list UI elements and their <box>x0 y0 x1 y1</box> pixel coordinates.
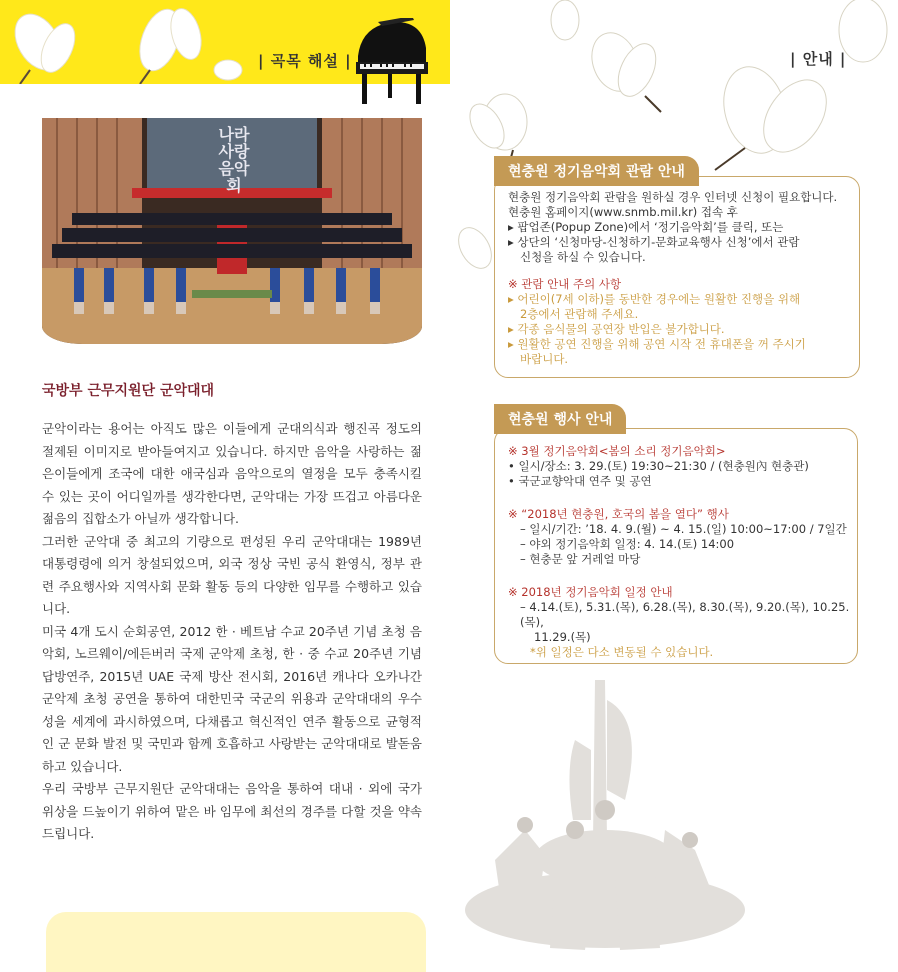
event-line: – 야외 정기음악회 일정: 4. 14.(토) 14:00 <box>520 537 735 551</box>
section-tag-guide: | 안내 | <box>790 50 847 68</box>
guide-text: 현충원 정기음악회 관람을 원하실 경우 인터넷 신청이 필요합니다. <box>508 190 838 204</box>
notice-item: ▸ 각종 음식물의 공연장 반입은 불가합니다. <box>508 322 725 336</box>
concert-banner-text: 나라 사랑 음악회 <box>218 125 250 195</box>
guide-bullet: 신청을 하실 수 있습니다. <box>520 250 646 264</box>
notice-title: ※ 관람 안내 주의 사항 <box>508 277 622 291</box>
concert-viewing-guide-content <box>508 190 852 367</box>
unit-description <box>42 418 422 846</box>
guide-bullet: ▸ 상단의 ‘신청마당-신청하기-문화교육행사 신청’에서 관람 <box>508 235 800 249</box>
paragraph: 그러한 군악대 중 최고의 기량으로 편성된 우리 군악대대는 1989년 대통령령에 의거 창설되었으며, 외국 정상 국빈 공식 환영식, 정부 관련 주요행사와 지역사회 문화 활동 등의 다양한 임무를 수행하고 있습니다. <box>42 533 422 616</box>
event-guide-header: 현충원 행사 안내 <box>494 404 626 434</box>
event-line: – 일시/기간: ’18. 4. 9.(월) ~ 4. 15.(일) 10:00~17:00 / 7일간 <box>520 522 847 536</box>
unit-title: 국방부 근무지원단 군악대대 <box>42 383 215 399</box>
paragraph: 군악이라는 용어는 아직도 많은 이들에게 군대의식과 행진곡 정도의 절제된 이미지로 받아들여지고 있습니다. 하지만 음악을 사랑하는 젊은이들에게 조국에 대한 애국심과 음악으로의 열정을 모두 충족시킬 수 있는 곳이 어디일까를 생각한다면, 군악대는 가장 뜨겁고 아름다운 젊음의 집합소가 아닐까 생각합니다. <box>42 421 422 526</box>
bottom-panel <box>46 912 426 972</box>
event-note: *위 일정은 다소 변동될 수 있습니다. <box>530 645 714 659</box>
event-line: • 국군교향악대 연주 및 공연 <box>508 474 652 488</box>
notice-item: ▸ 원활한 공연 진행을 위해 공연 시작 전 휴대폰을 꺼 주시기 <box>508 337 806 351</box>
event-title: ※ “2018년 현충원, 호국의 봄을 열다” 행사 <box>508 507 729 521</box>
magnolia-flower-icon <box>0 0 260 84</box>
event-line: – 4.14.(토), 5.31.(목), 6.28.(목), 8.30.(목), 9.20.(목), 10.25.(목), <box>520 600 850 629</box>
monument-statue-icon <box>455 680 755 955</box>
concert-photo <box>42 118 422 344</box>
section-tag-commentary: | 곡목 해설 | <box>258 52 352 70</box>
event-title: ※ 2018년 정기음악회 일정 안내 <box>508 585 673 599</box>
event-line: • 일시/장소: 3. 29.(토) 19:30~21:30 / (현충원內 현충관) <box>508 459 809 473</box>
notice-item: 2층에서 관람해 주세요. <box>520 307 639 321</box>
guide-bullet: ▸ 팝업존(Popup Zone)에서 ‘정기음악회’를 클릭, 또는 <box>508 220 784 234</box>
paragraph: 미국 4개 도시 순회공연, 2012 한 · 베트남 수교 20주년 기념 초청 음악회, 노르웨이/에든버러 국제 군악제 초청, 한 · 중 수교 20주년 기념 답방연주, 2015년 UAE 국제 방산 전시회, 2016년 캐나다 오카나간 군악제 초청 공연을 통하여 대한민국 국군의 위용과 군악대대의 우수성을 세계에 과시하였으며, 다채롭고 혁신적인 연주 활동으로 균형적인 군 문화 발전 및 국민과 함께 호흡하고 사랑받는 군악대대로 발돋움하고 있습니다. <box>42 623 422 774</box>
grand-piano-icon <box>352 18 432 110</box>
event-line: – 현충문 앞 거레얼 마당 <box>520 552 641 566</box>
event-line: 11.29.(목) <box>534 630 591 644</box>
paragraph: 우리 국방부 근무지원단 군악대대는 음악을 통하여 대내 · 외에 국가 위상을 드높이기 위하여 맡은 바 임무에 최선의 경주를 다할 것을 약속 드립니다. <box>42 781 422 841</box>
event-title: ※ 3월 정기음악회<봄의 소리 정기음악회> <box>508 444 726 458</box>
notice-item: 바랍니다. <box>520 352 569 366</box>
event-guide-content <box>508 444 852 660</box>
notice-item: ▸ 어린이(7세 이하)를 동반한 경우에는 원활한 진행을 위해 <box>508 292 801 306</box>
guide-text: 현충원 홈페이지(www.snmb.mil.kr) 접속 후 <box>508 205 738 219</box>
concert-viewing-guide-header: 현충원 정기음악회 관람 안내 <box>494 156 699 186</box>
